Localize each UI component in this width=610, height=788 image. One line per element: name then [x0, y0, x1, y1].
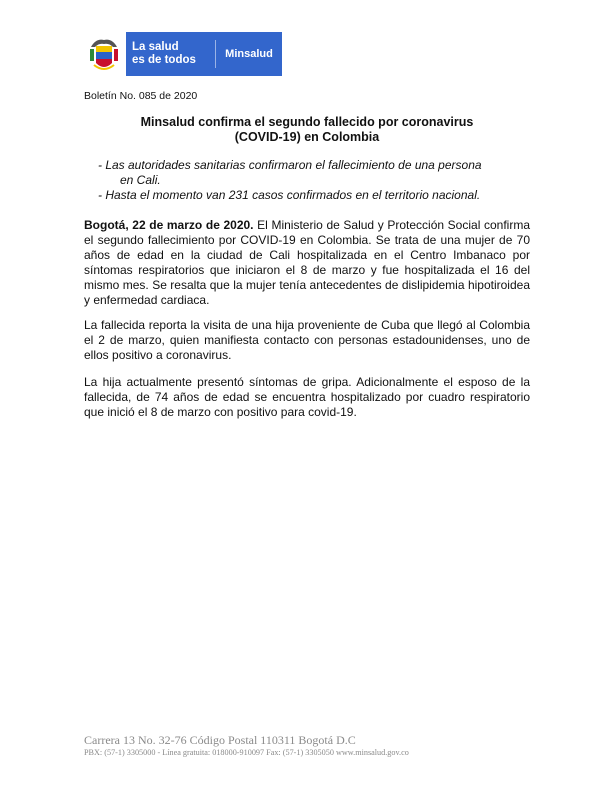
- highlight-line: - Las autoridades sanitarias confirmaron el fallecimiento de una persona: [98, 158, 482, 172]
- bulletin-number: Boletín No. 085 de 2020: [84, 90, 198, 102]
- paragraph-2: La fallecida reporta la visita de una hija proveniente de Cuba que llegó al Colombia el 2 de marzo, quien manifiesta contacto con personas estadounidenses, uno de ellos positivo a coronavirus.: [84, 318, 530, 362]
- highlight-item: [98, 188, 548, 203]
- highlights-list: [98, 158, 548, 203]
- title-line2: (COVID-19) en Colombia: [234, 130, 380, 144]
- colombia-coat-of-arms-icon: [82, 32, 126, 76]
- press-release-title: [84, 115, 530, 145]
- footer-address: Carrera 13 No. 32-76 Código Postal 110311 Bogotá D.C: [84, 733, 356, 747]
- logo-slogan-line1: La salud: [132, 41, 179, 53]
- logo-slogan: [126, 32, 215, 76]
- highlight-line: - Hasta el momento van 231 casos confirmados en el territorio nacional.: [98, 188, 481, 202]
- highlight-item: [98, 158, 548, 188]
- paragraph-1: [84, 218, 530, 308]
- logo-brand: Minsalud: [225, 48, 273, 60]
- paragraph-1-text: El Ministerio de Salud y Protección Social confirma el segundo fallecimiento por COVID-19 en Colombia. Se trata de una mujer de 70 años de edad en la ciudad de Cali hospitalizada en el Centro Imbanaco por síntomas respiratorios que iniciaron el 8 de marzo y fue hospitalizada el 16 del mismo mes. Se resalta que la mujer tenía antecedentes de dislipidemia hipotiroidea y enfermedad cardiaca.: [84, 218, 531, 307]
- title-line1: Minsalud confirma el segundo fallecido por coronavirus: [140, 115, 474, 129]
- logo-slogan-line2: es de todos: [132, 54, 196, 66]
- dateline: Bogotá, 22 de marzo de 2020.: [84, 218, 254, 232]
- highlight-line-cont: en Cali.: [120, 173, 161, 187]
- minsalud-logo-banner: [82, 32, 282, 76]
- footer-contact: PBX: (57-1) 3305000 - Línea gratuita: 018000-910097 Fax: (57-1) 3305050 www.minsalud.gov.co: [84, 748, 409, 757]
- paragraph-3: La hija actualmente presentó síntomas de gripa. Adicionalmente el esposo de la fallecida, de 74 años de edad se encuentra hospitalizado por cuadro respiratorio que inició el 8 de marzo con positivo para covid-19.: [84, 375, 530, 419]
